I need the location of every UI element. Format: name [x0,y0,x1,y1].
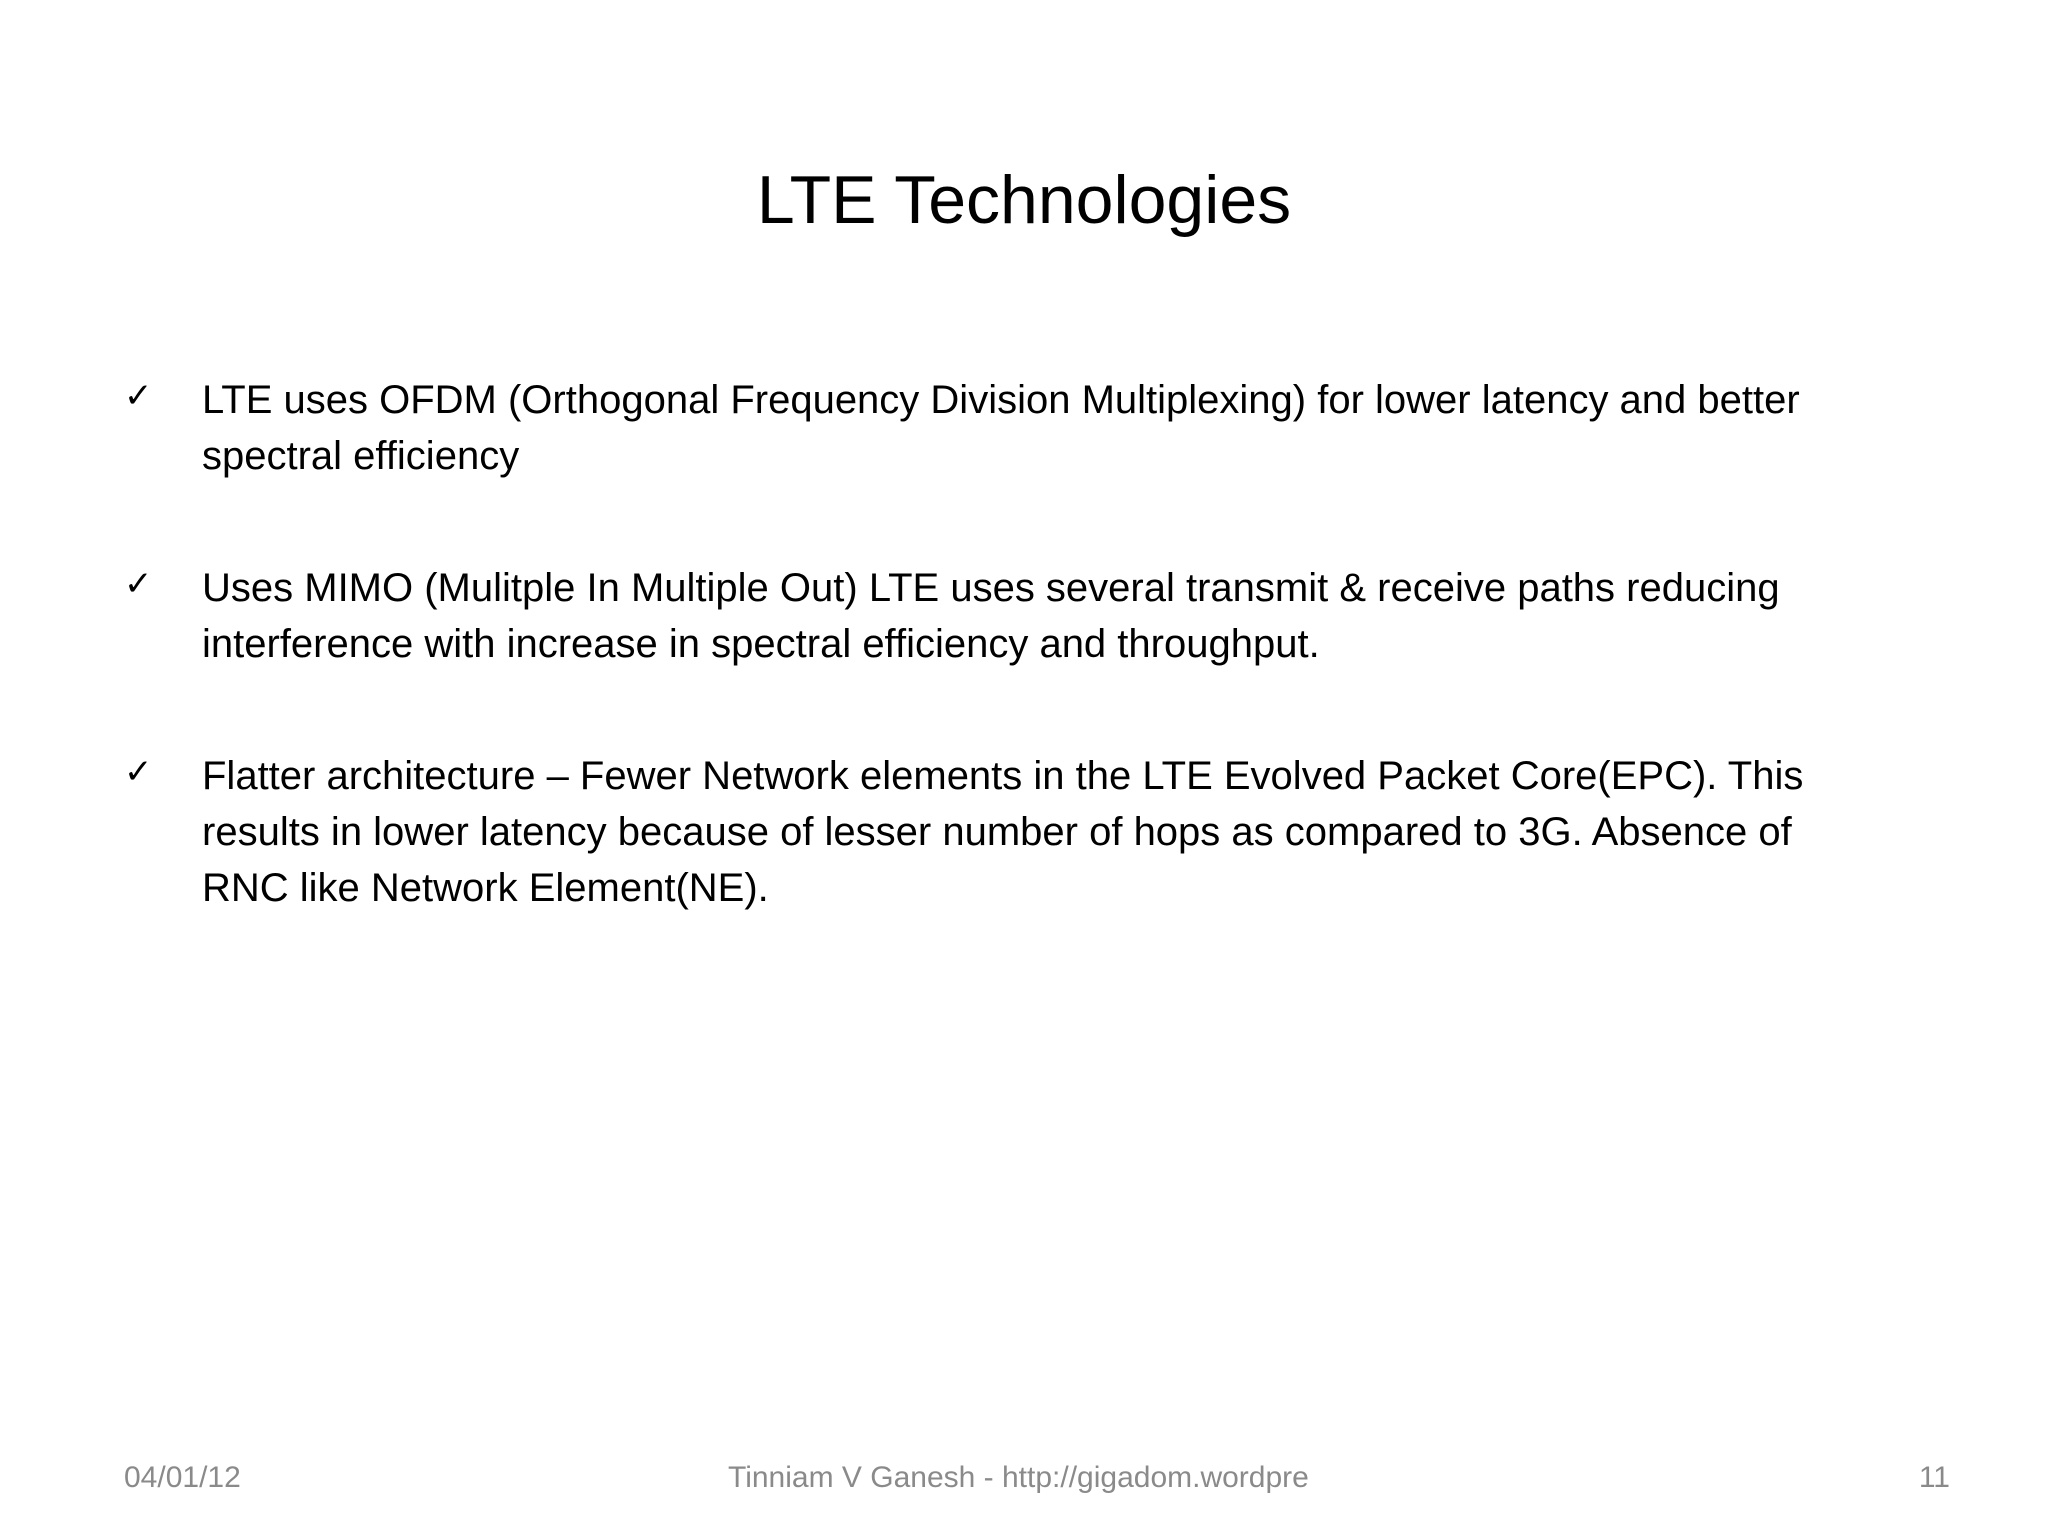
bullet-text: Flatter architecture – Fewer Network elements in the LTE Evolved Packet Core(EPC). This results in lower latency because of lesser number of hops as compared to 3G. Absence of RNC like Network Element(NE). [202,754,1804,910]
footer-date: 04/01/12 [124,1461,241,1494]
page-number: 11 [1918,1461,1950,1494]
checkmark-icon: ✓ [124,376,153,416]
checkmark-icon: ✓ [124,752,153,792]
checkmark-icon: ✓ [124,564,153,604]
footer-author: Tinniam V Ganesh - http://gigadom.wordpre [728,1461,1309,1494]
bullet-text: LTE uses OFDM (Orthogonal Frequency Division Multiplexing) for lower latency and better spectral efficiency [202,378,1800,478]
slide-title: LTE Technologies [756,162,1292,238]
bullet-item [124,372,1904,484]
bullet-list [124,372,1904,992]
bullet-item [124,560,1904,672]
bullet-item [124,748,1904,916]
bullet-text: Uses MIMO (Mulitple In Multiple Out) LTE uses several transmit & receive paths reducing interference with increase in spectral efficiency and throughput. [202,566,1780,666]
